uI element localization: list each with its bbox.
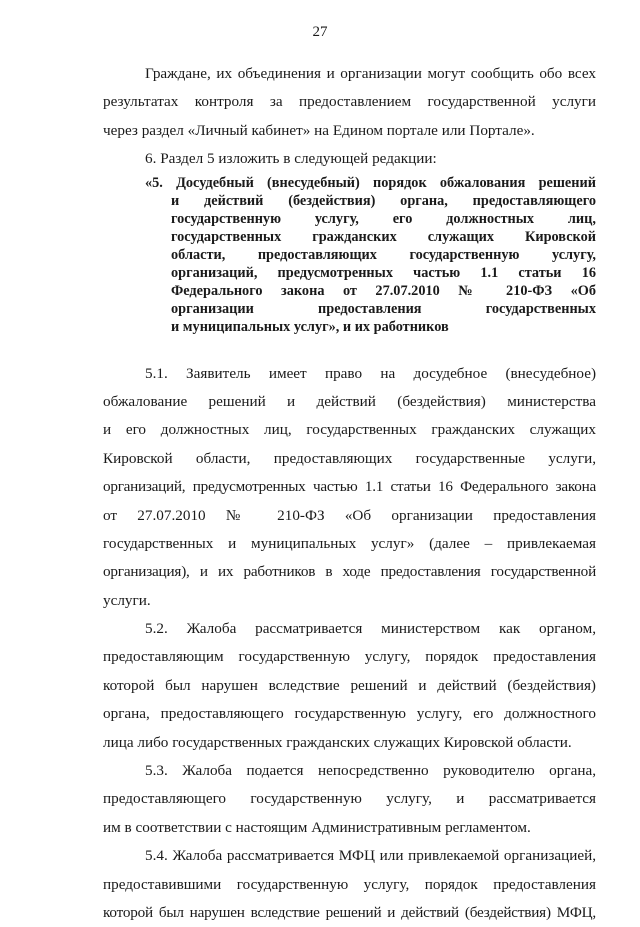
heading-line: области, предоставляющих государственную услугу,: [171, 246, 596, 263]
text-line: которой был нарушен вследствие решений и действий (бездействия): [103, 676, 596, 694]
text-line: Граждане, их объединения и организации могут сообщить обо всех: [145, 65, 596, 82]
text-line: 5.1. Заявитель имеет право на досудебное (внесудебное): [145, 364, 596, 382]
paragraph-6: [103, 145, 596, 173]
text-line: государственных и муниципальных услуг» (далее – привлекаемая: [103, 534, 596, 552]
heading-line: организаций, предусмотренных частью 1.1 статьи 16: [171, 264, 596, 281]
text-line: им в соответствии с настоящим Административным регламентом.: [103, 818, 531, 836]
paragraph-5-1: [103, 360, 596, 616]
text-line: предоставляющим государственную услугу, порядок предоставления: [103, 648, 596, 666]
heading-line: государственных гражданских служащих Кировской: [171, 228, 596, 245]
section-heading: [145, 174, 596, 336]
heading-line: Федерального закона от 27.07.2010 № 210-ФЗ «Об: [171, 282, 596, 299]
text-line: организация), и их работников в ходе предоставления государственной: [103, 563, 596, 581]
text-line: Кировской области, предоставляющих государственные услуги,: [103, 449, 596, 467]
paragraph-intro: [103, 60, 596, 145]
text-line: организаций, предусмотренных частью 1.1 статьи 16 Федерального закона: [103, 478, 596, 496]
text-line: лица либо государственных гражданских служащих Кировской области.: [103, 733, 572, 751]
text-line: 6. Раздел 5 изложить в следующей редакции:: [145, 150, 437, 168]
paragraph-5-3: [103, 757, 596, 842]
text-line: обжалование решений и действий (бездействия) министерства: [103, 392, 596, 410]
heading-line: и действий (бездействия) органа, предоставляющего: [171, 192, 596, 209]
text-line: через раздел «Личный кабинет» на Едином портале или Портале».: [103, 121, 535, 139]
text-line: 5.2. Жалоба рассматривается министерством как органом,: [145, 620, 596, 638]
text-line: услуги.: [103, 591, 151, 609]
text-line: органа, предоставляющего государственную услугу, его должностного: [103, 705, 596, 723]
text-line: предоставившими государственную услугу, порядок предоставления: [103, 875, 596, 893]
page-number: 27: [312, 24, 328, 40]
heading-line: организации предоставления государственных: [171, 300, 596, 317]
heading-line: «5. Досудебный (внесудебный) порядок обжалования решений: [145, 174, 596, 191]
text-line: от 27.07.2010 № 210-ФЗ «Об организации предоставления: [103, 506, 596, 524]
paragraph-5-4: [103, 842, 596, 927]
heading-line: государственную услугу, его должностных лиц,: [171, 210, 596, 227]
heading-line: и муниципальных услуг», и их работников: [171, 318, 449, 335]
text-line: результатах контроля за предоставлением государственной услуги: [103, 93, 596, 111]
paragraph-5-2: [103, 615, 596, 757]
document-body: [103, 60, 596, 927]
text-line: которой был нарушен вследствие решений и действий (бездействия) МФЦ,: [103, 903, 596, 921]
text-line: предоставляющего государственную услугу, и рассматривается: [103, 790, 596, 808]
text-line: 5.4. Жалоба рассматривается МФЦ или привлекаемой организацией,: [145, 847, 596, 865]
text-line: и его должностных лиц, государственных гражданских служащих: [103, 421, 596, 439]
text-line: 5.3. Жалоба подается непосредственно руководителю органа,: [145, 762, 596, 780]
